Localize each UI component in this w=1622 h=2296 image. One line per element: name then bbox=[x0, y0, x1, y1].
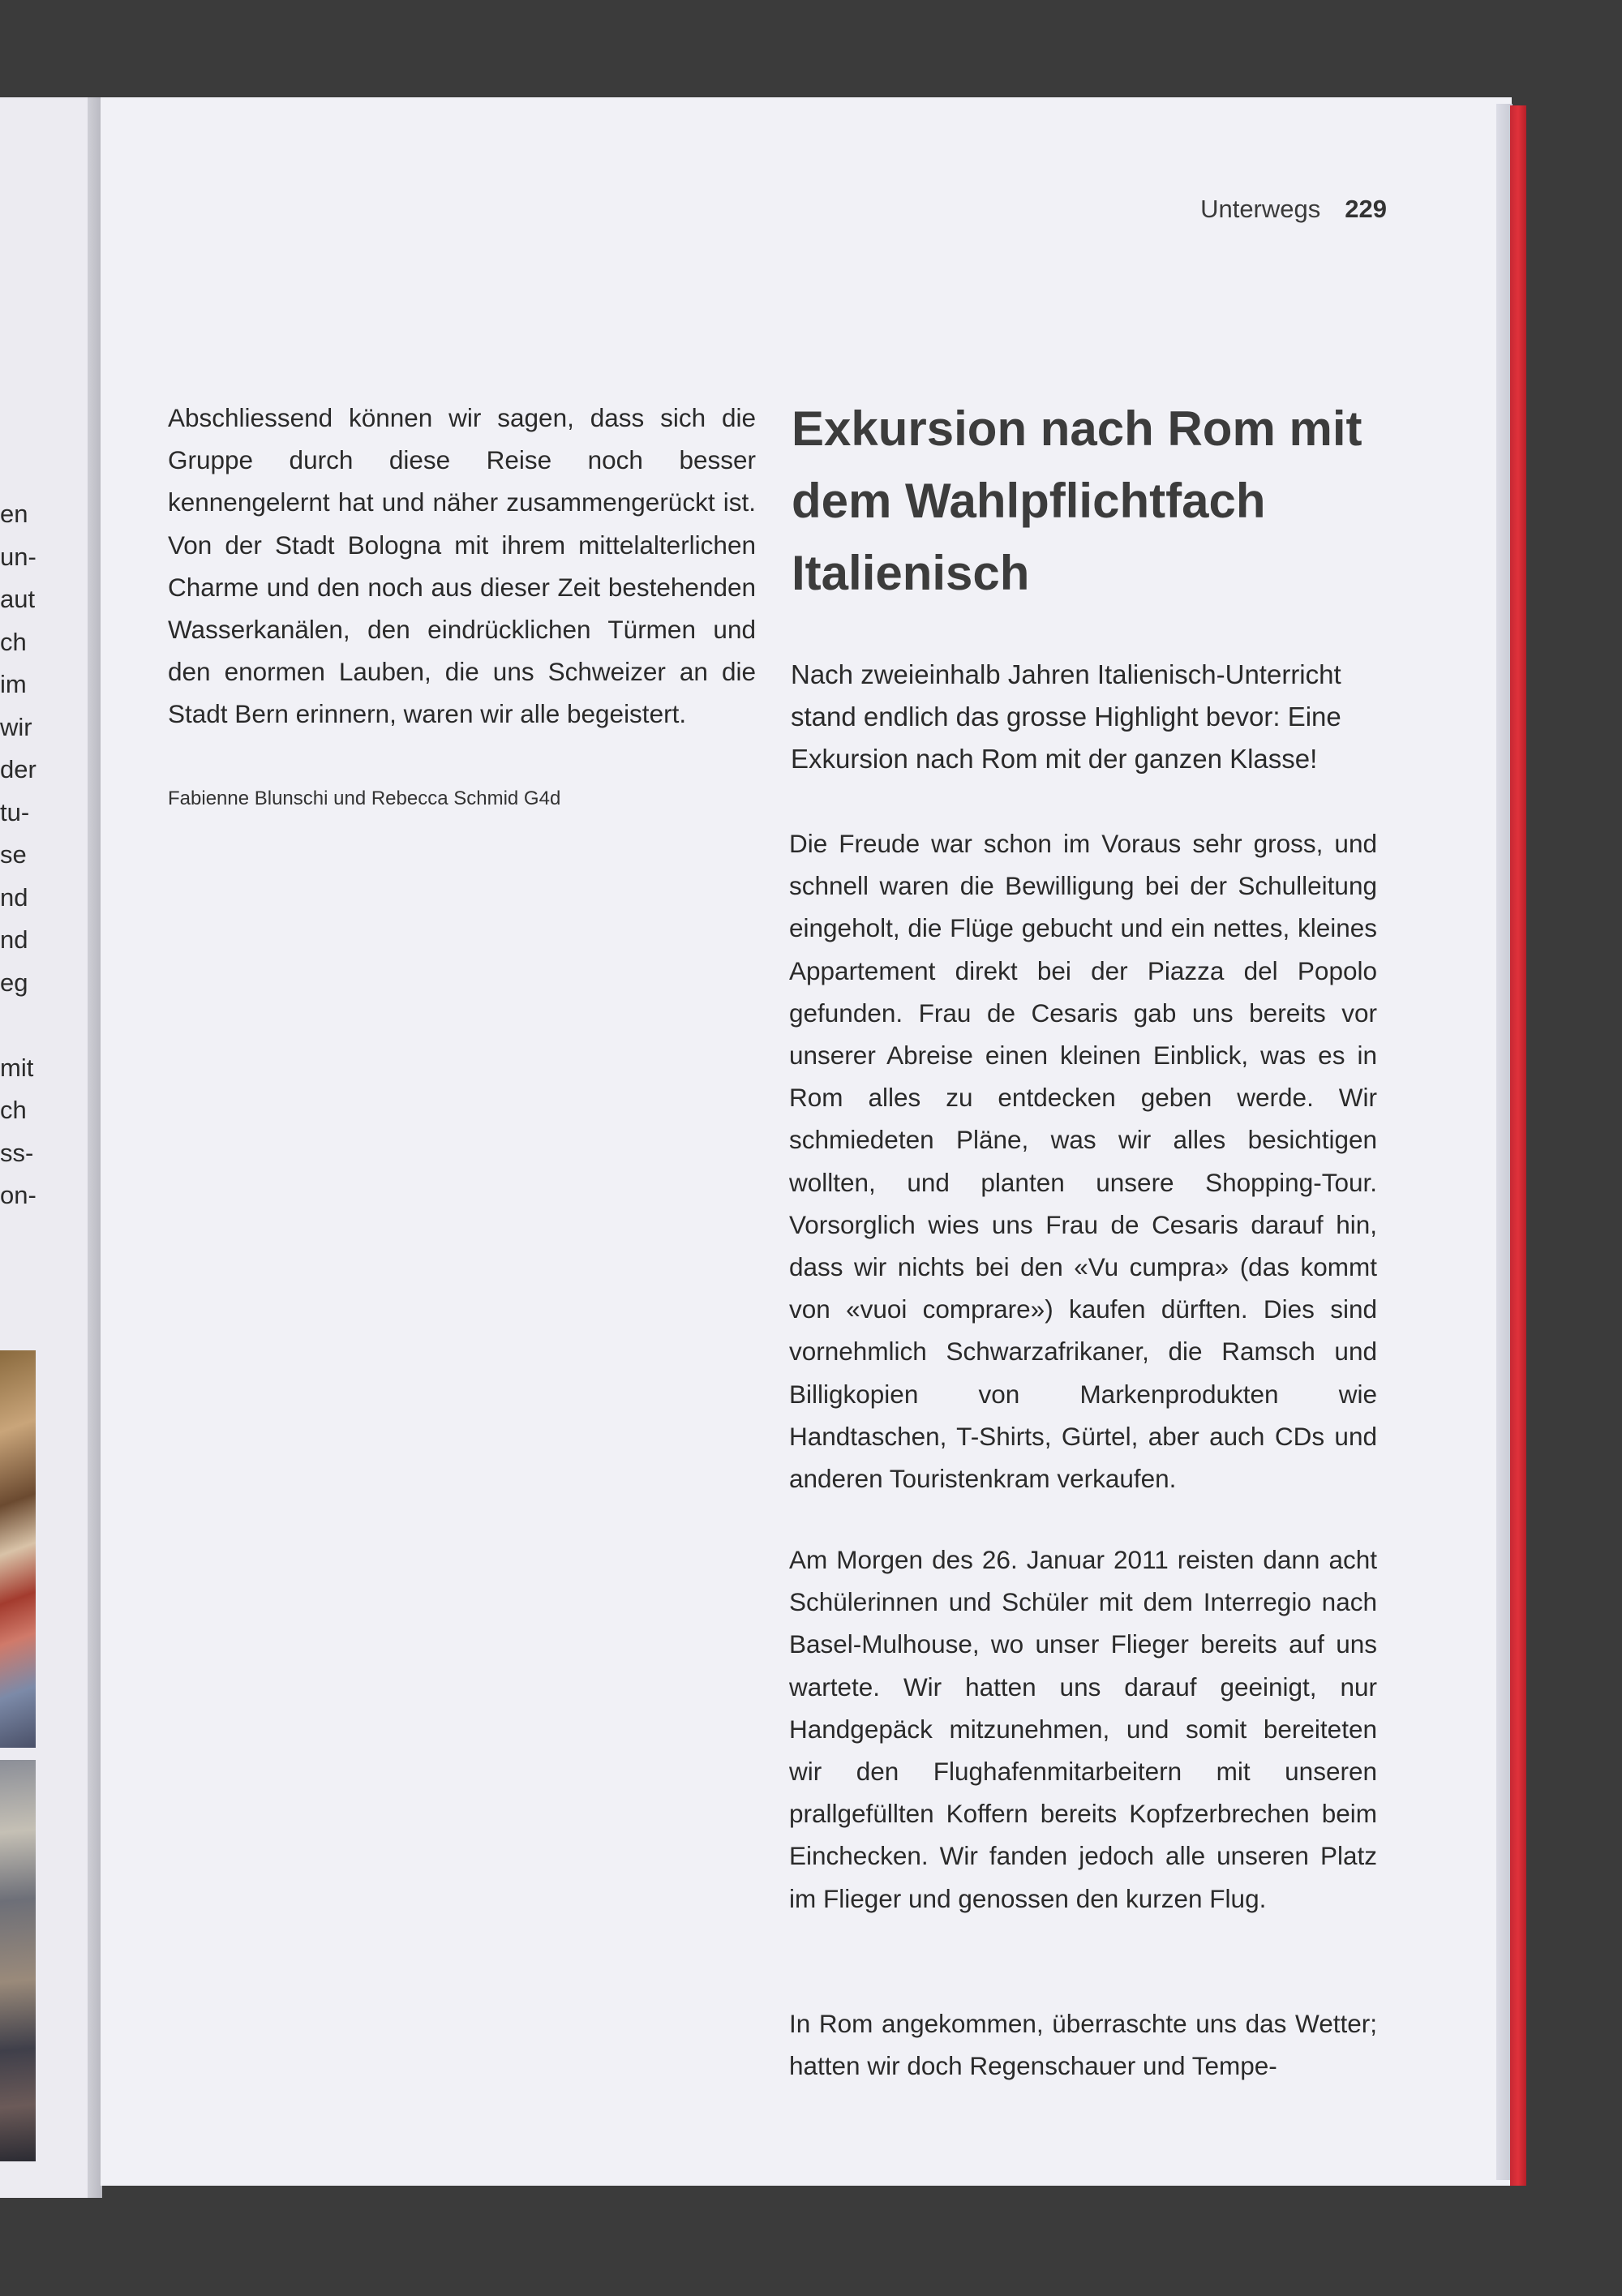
fragment-line: se bbox=[0, 840, 27, 869]
article-intro: Nach zweieinhalb Jahren Italienisch-Unterricht stand endlich das grosse Highlight bevor: Eine Exkursion nach Rom mit der ganzen Klasse! bbox=[791, 659, 1341, 774]
fragment-line: nd bbox=[0, 925, 28, 954]
fragment-line: mit bbox=[0, 1053, 34, 1082]
fragment-line: en bbox=[0, 500, 28, 528]
previous-page-text-fragments bbox=[0, 493, 36, 1217]
page-number: 229 bbox=[1345, 195, 1387, 223]
fragment-line: un- bbox=[0, 542, 36, 571]
photo-fragment-street bbox=[0, 1760, 36, 2161]
section-title: Unterwegs bbox=[1200, 195, 1321, 223]
article-paragraph: Am Morgen des 26. Januar 2011 reisten dann acht Schülerinnen und Schüler mit dem Interregio nach Basel-Mulhouse, wo unser Flieger bereits auf uns wartete. Wir hatten uns darauf geeinigt, nur Handgepäck mitzunehmen, und somit bereiteten wir den Flughafenmitarbeitern mit unseren prallgefüllten Koffern bereits Kopfzerbrechen beim Einchecken. Wir fanden jedoch alle unseren Platz im Flieger und genossen den kurzen Flug. bbox=[789, 1545, 1377, 1913]
running-header bbox=[1087, 195, 1387, 224]
fragment-line: ss- bbox=[0, 1138, 34, 1167]
fragment-line: wir bbox=[0, 712, 32, 741]
fragment-line: im bbox=[0, 670, 27, 698]
closing-paragraph: Abschliessend können wir sagen, dass sich die Gruppe durch diese Reise noch besser kennengelernt hat und näher zusammengerückt ist. Von der Stadt Bologna mit ihrem mittelalterlichen Charme und den noch aus dieser Zeit bestehenden Wasserkanälen, den eindrücklichen Türmen und den enormen Lauben, die uns Schweizer an die Stadt Bern erinnern, waren wir alle begeistert. bbox=[168, 403, 756, 729]
photo-fragment-group bbox=[0, 1350, 36, 1748]
article-paragraph: In Rom angekommen, überraschte uns das Wetter; hatten wir doch Regenschauer und Tempe- bbox=[789, 2009, 1377, 2081]
fragment-line bbox=[0, 1004, 36, 1047]
fragment-line: nd bbox=[0, 882, 28, 912]
fragment-line: ch bbox=[0, 627, 27, 656]
fragment-line: eg bbox=[0, 968, 28, 997]
fragment-line: ch bbox=[0, 1096, 27, 1124]
fragment-line: aut bbox=[0, 585, 36, 613]
previous-page bbox=[0, 97, 99, 2198]
article-title: Exkursion nach Rom mit dem Wahlpflichtfach Italienisch bbox=[792, 401, 1362, 600]
article-paragraph: Die Freude war schon im Voraus sehr gross, und schnell waren die Bewilligung bei der Schulleitung eingeholt, die Flüge gebucht und ein nettes, kleines Appartement direkt bei der Piazza del Popolo gefunden. Frau de Cesaris gab uns bereits vor unserer Abreise einen kleinen Einblick, was es in Rom alles zu entdecken geben werde. Wir schmiedeten Pläne, was wir alles besichtigen wollten, und planten unsere Shopping-Tour. Vorsorglich wies uns Frau de Cesaris darauf hin, dass wir nichts bei den «Vu cumpra» (das kommt von «vuoi comprare») kaufen dürften. Dies sind vornehmlich Schwarzafrikaner, die Ramsch und Billigkopien von Markenprodukten wie Handtaschen, T-Shirts, Gürtel, aber auch CDs und anderen Touristenkram verkaufen. bbox=[789, 829, 1377, 1494]
fragment-line: tu- bbox=[0, 797, 30, 826]
book-cover-edge bbox=[1510, 105, 1526, 2186]
fragment-line: on- bbox=[0, 1181, 36, 1209]
author-credit: Fabienne Blunschi und Rebecca Schmid G4d bbox=[168, 788, 561, 809]
fragment-line: der bbox=[0, 755, 36, 783]
